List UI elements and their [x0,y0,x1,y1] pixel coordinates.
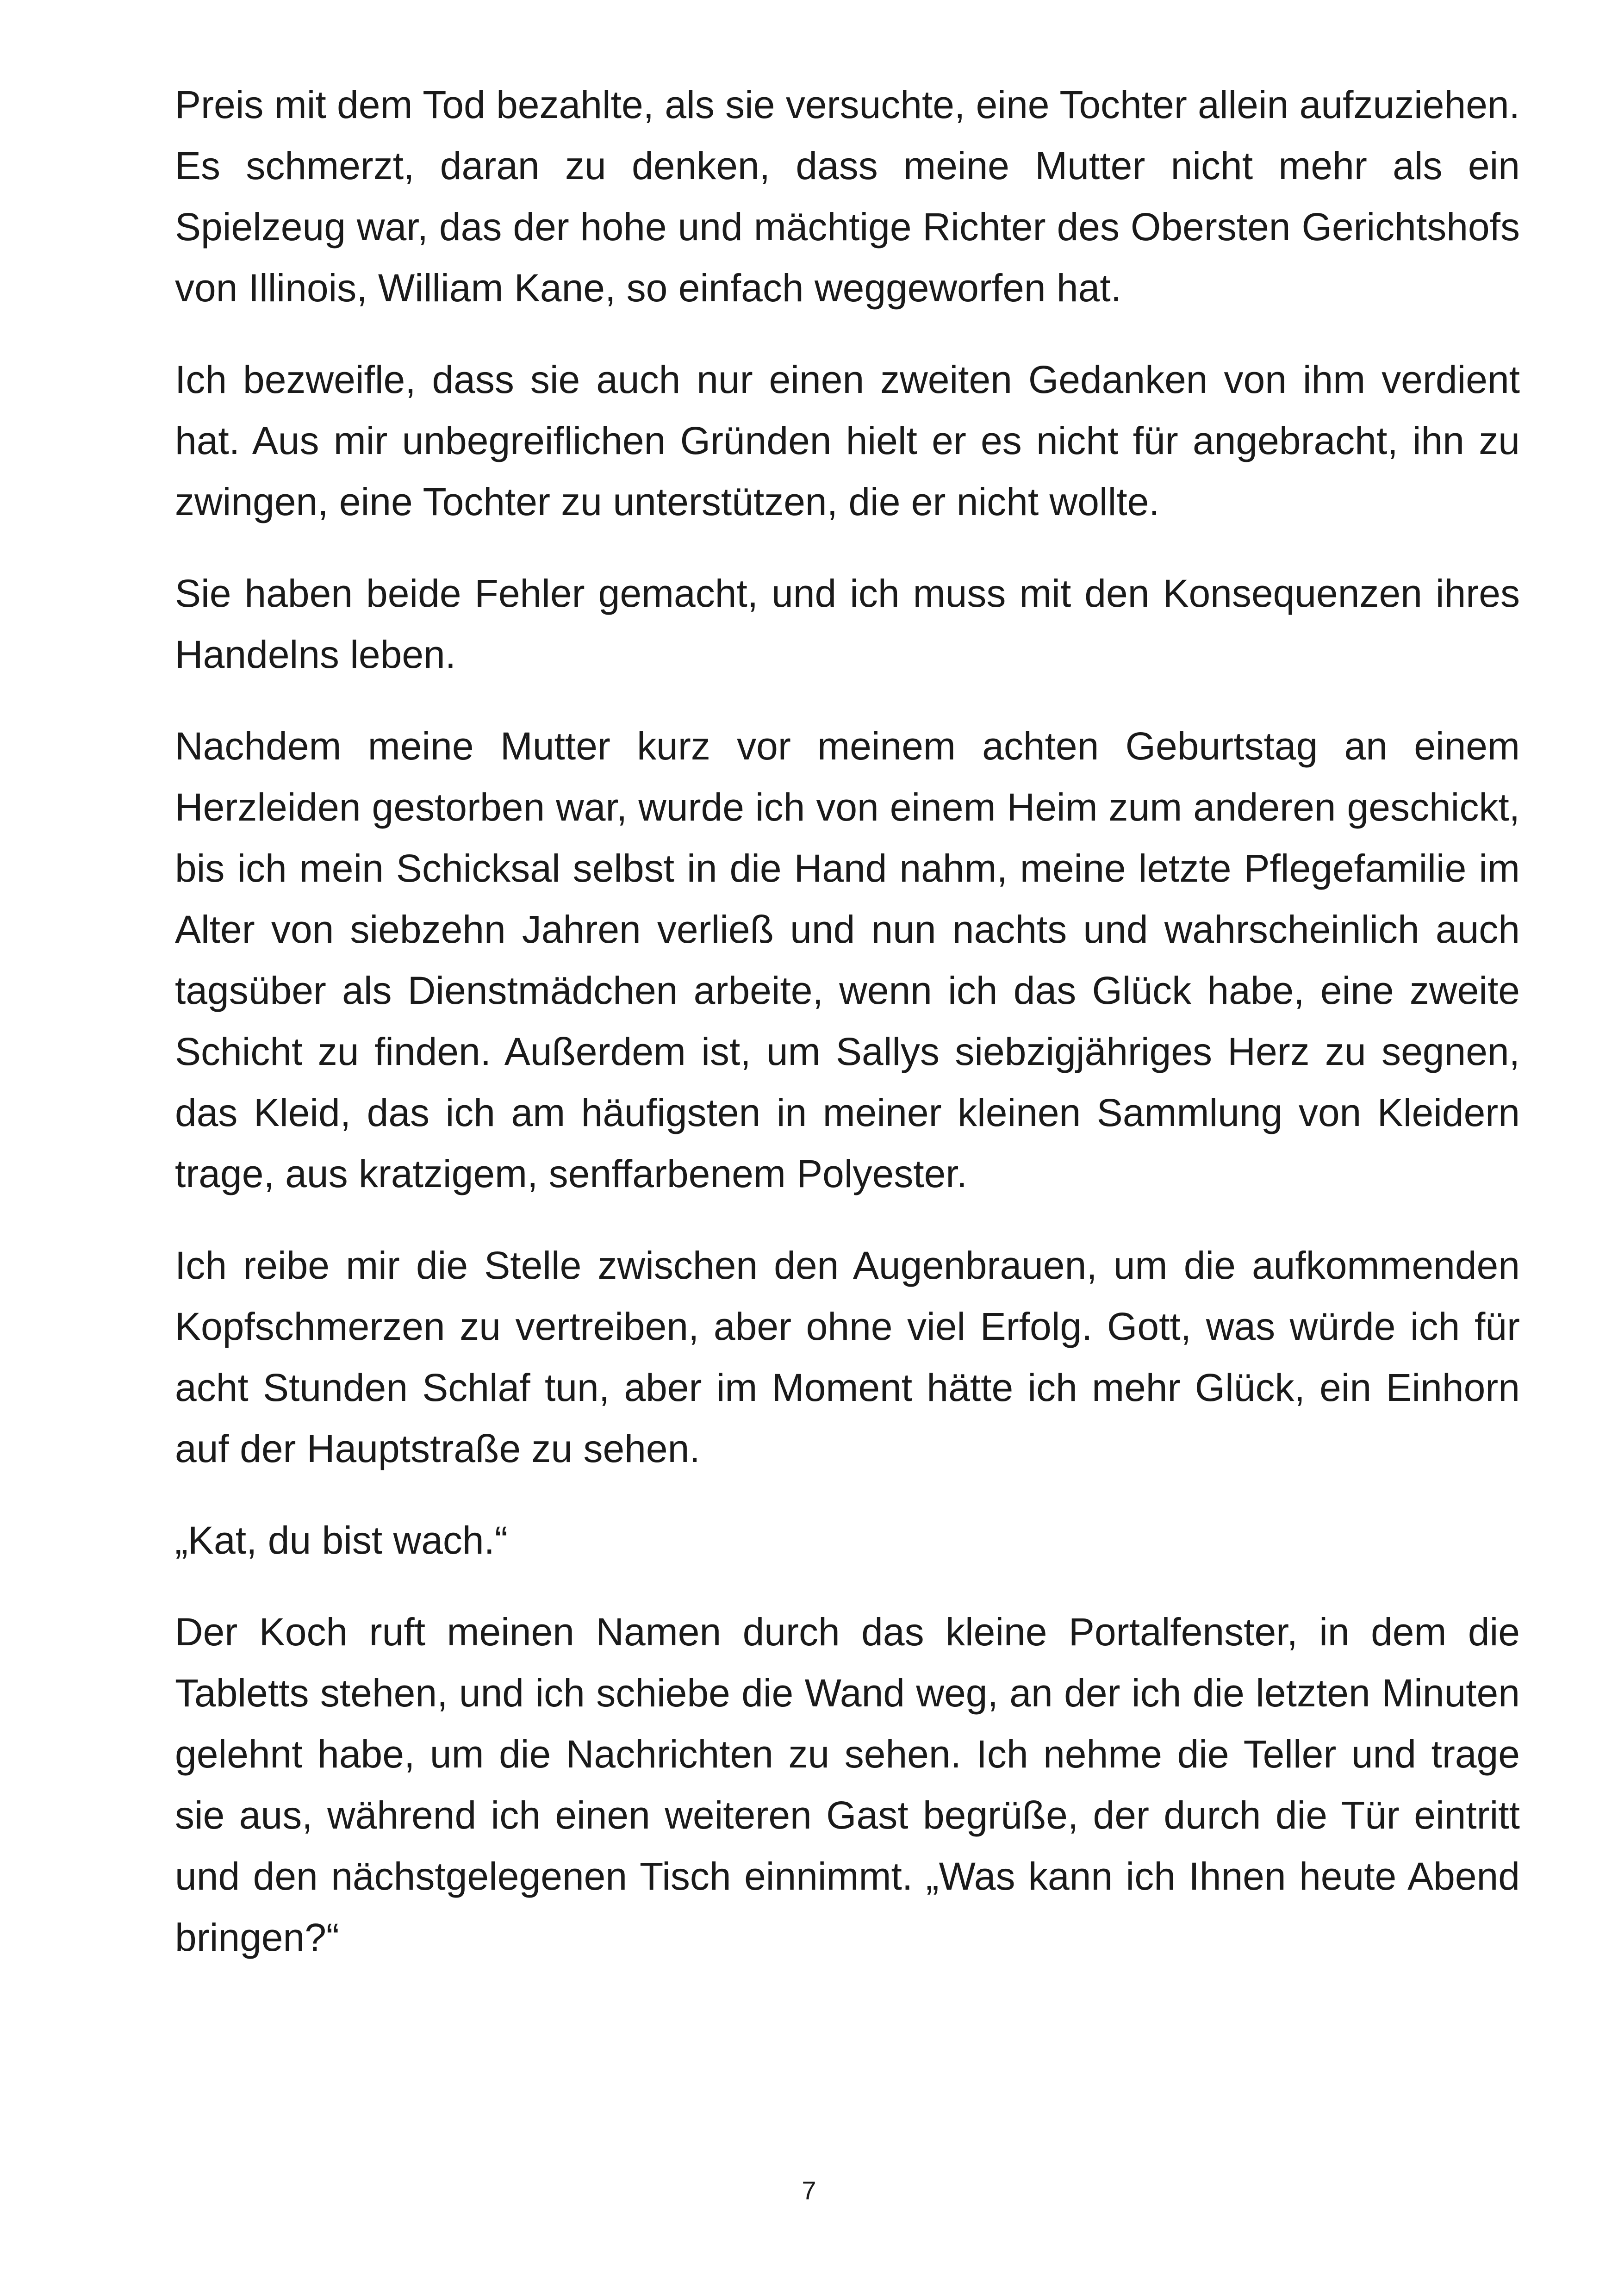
paragraph: Nachdem meine Mutter kurz vor meinem achten Geburtstag an einem Herzleiden gestorben war, wurde ich von einem Heim zum anderen geschickt, bis ich mein Schicksal selbst in die Hand nahm, meine letzte Pflegefamilie im Alter von siebzehn Jahren verließ und nun nachts und wahrscheinlich auch tagsüber als Dienstmädchen arbeite, wenn ich das Glück habe, eine zweite Schicht zu finden. Außerdem ist, um Sallys siebzigjähriges Herz zu segnen, das Kleid, das ich am häufigsten in meiner kleinen Sammlung von Kleidern trage, aus kratzigem, senffarbenem Polyester. [175,724,1520,1195]
paragraph: Sie haben beide Fehler gemacht, und ich muss mit den Konsequenzen ihres Handelns leben. [175,572,1520,676]
paragraph: „Kat, du bist wach.“ [175,1518,508,1562]
paragraph: Ich bezweifle, dass sie auch nur einen zweiten Gedanken von ihm verdient hat. Aus mir unbegreiflichen Gründen hielt er es nicht für angebracht, ihn zu zwingen, eine Tochter zu unterstützen, die er nicht wollte. [175,358,1520,523]
paragraph: Preis mit dem Tod bezahlte, als sie versuchte, eine Tochter allein aufzuziehen. Es schmerzt, daran zu denken, dass meine Mutter nicht mehr als ein Spielzeug war, das der hohe und mächtige Richter des Obersten Gerichtshofs von Illinois, William Kane, so einfach weggeworfen hat. [175,83,1520,310]
body-text [175,74,1520,1998]
paragraph: Der Koch ruft meinen Namen durch das kleine Portalfenster, in dem die Tabletts stehen, und ich schiebe die Wand weg, an der ich die letzten Minuten gelehnt habe, um die Nachrichten zu sehen. Ich nehme die Teller und trage sie aus, während ich einen weiteren Gast begrüße, der durch die Tür eintritt und den nächstgelegenen Tisch einnimmt. „Was kann ich Ihnen heute Abend bringen?“ [175,1610,1520,1959]
page-number: 7 [802,2176,816,2205]
paragraph: Ich reibe mir die Stelle zwischen den Augenbrauen, um die aufkommenden Kopfschmerzen zu vertreiben, aber ohne viel Erfolg. Gott, was würde ich für acht Stunden Schlaf tun, aber im Moment hätte ich mehr Glück, ein Einhorn auf der Hauptstraße zu sehen. [175,1244,1520,1470]
